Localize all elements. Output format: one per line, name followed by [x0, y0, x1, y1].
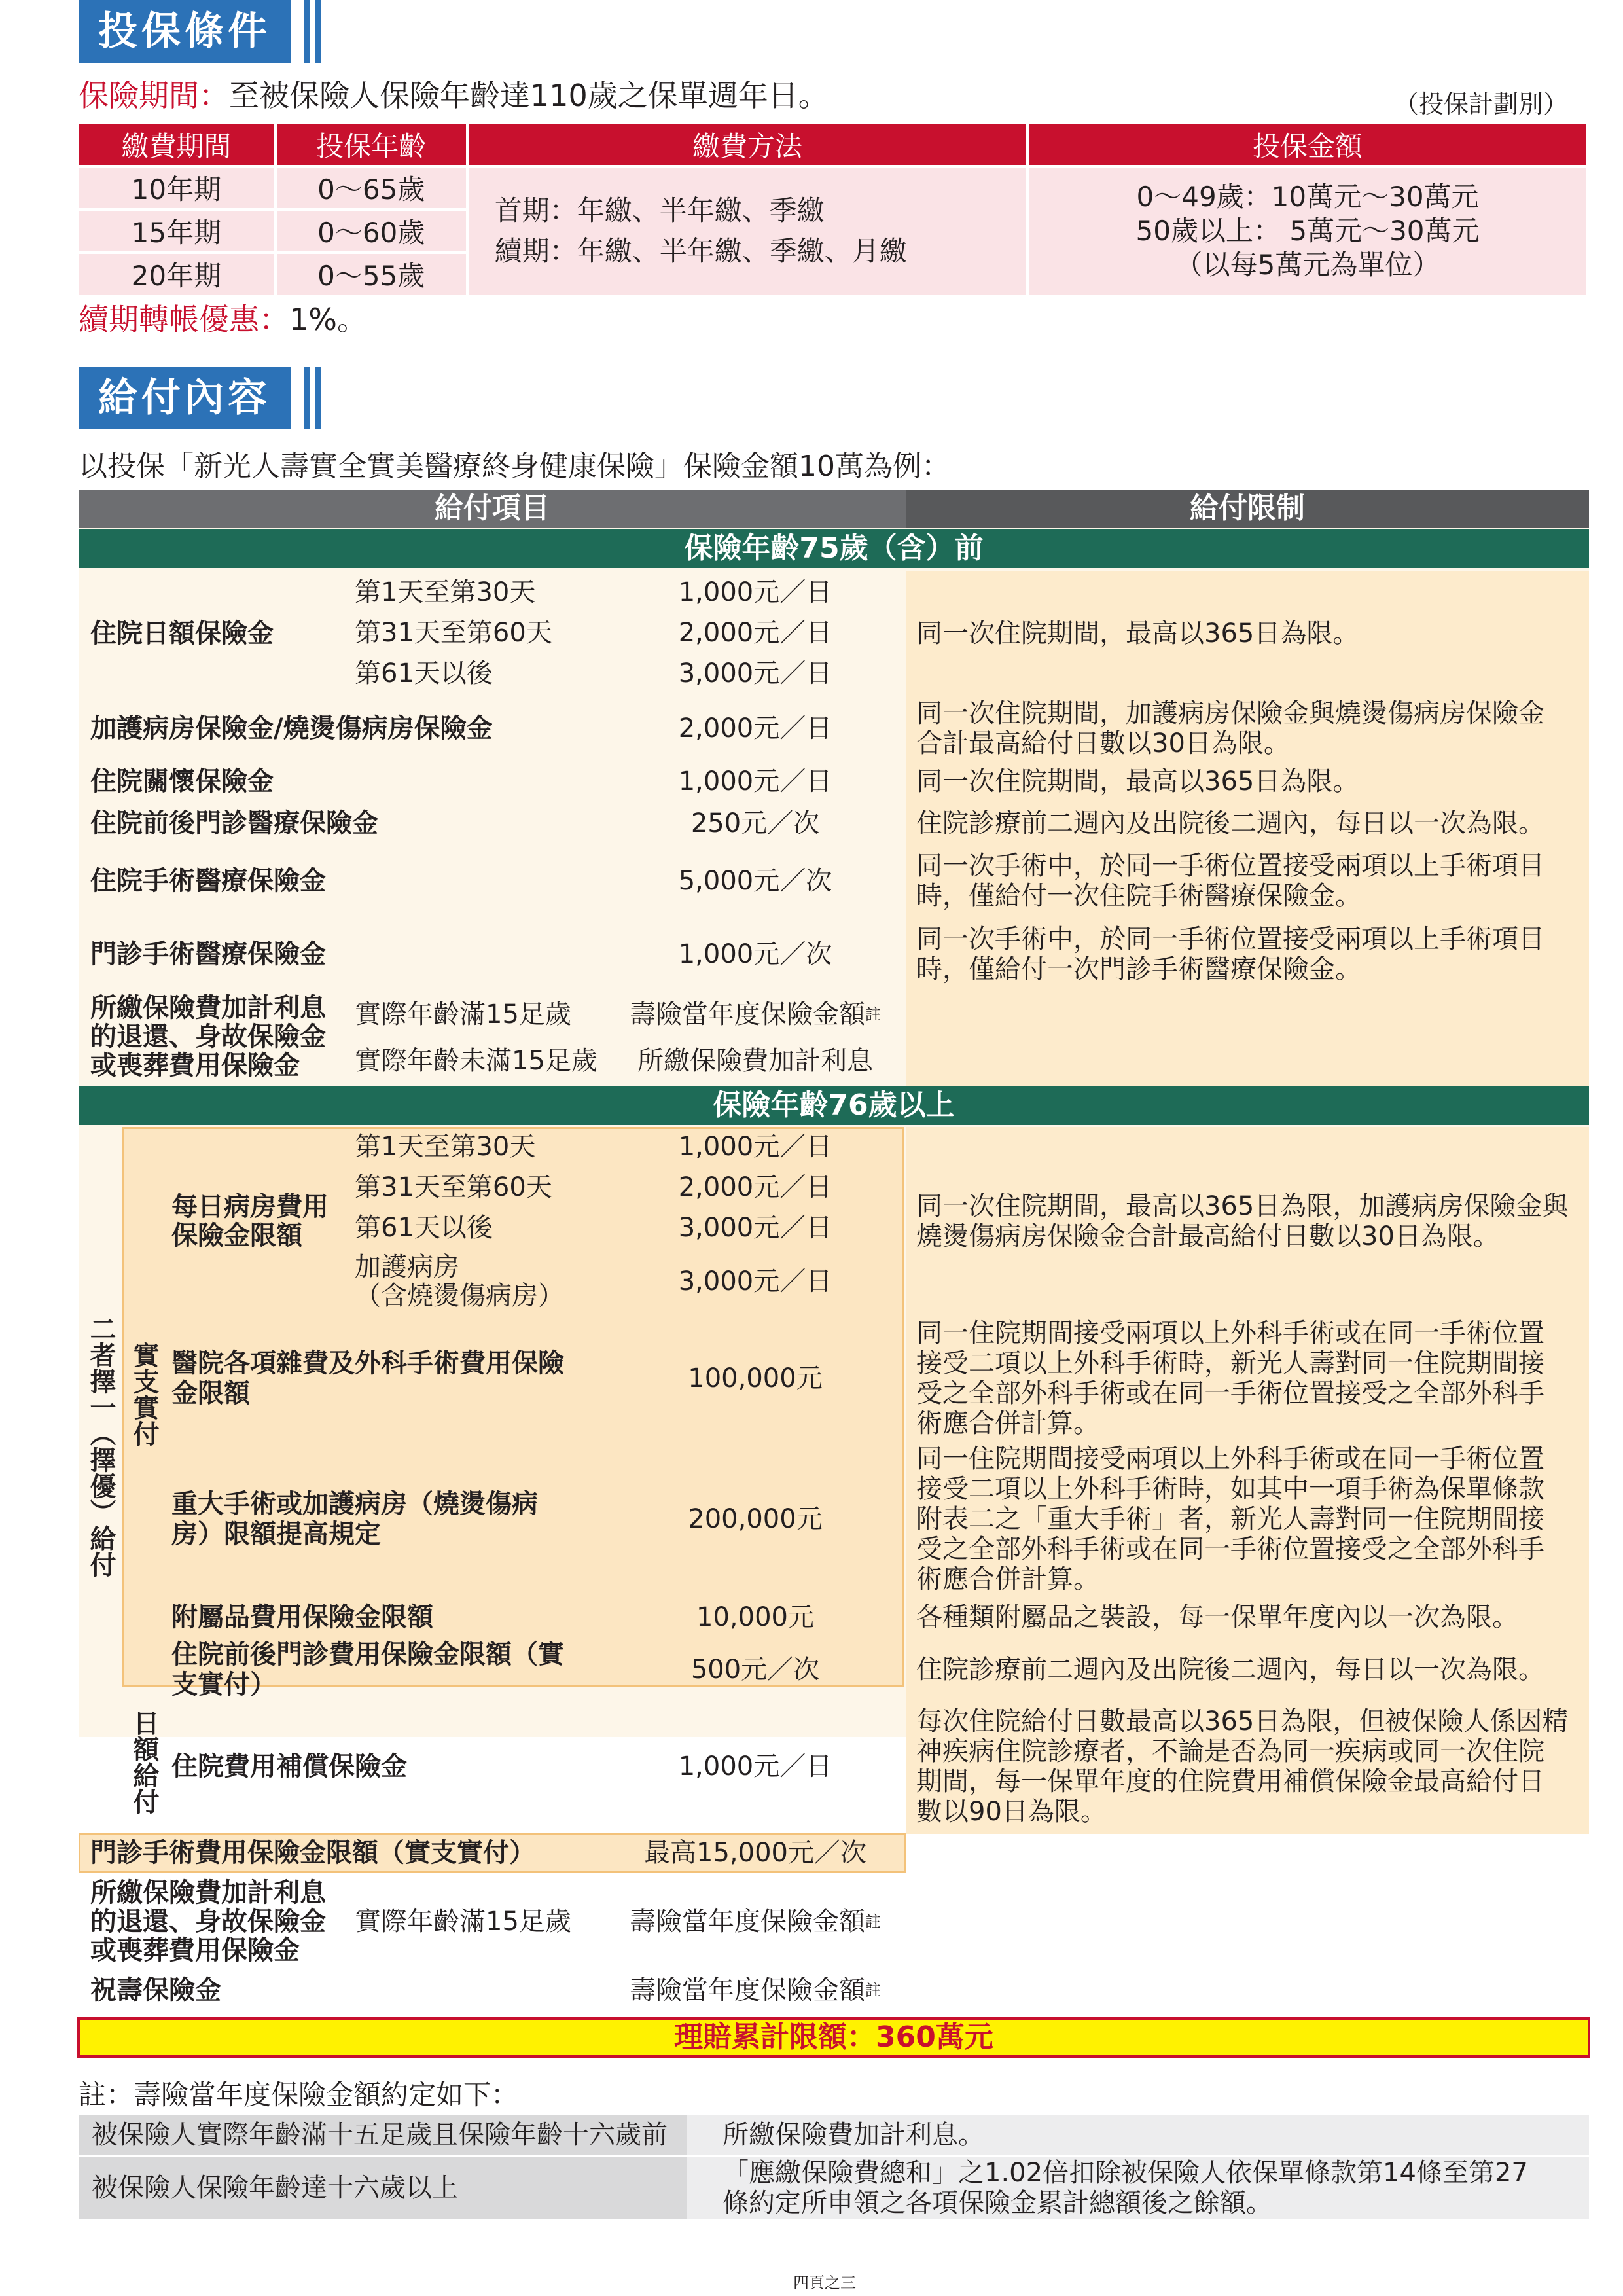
note-value: 所繳保險費加計利息。: [687, 2115, 1589, 2155]
name-line: 或喪葬費用保險金: [90, 1935, 300, 1965]
age-cell: 0～65歲: [276, 166, 467, 209]
major-benefit-name: [171, 1443, 603, 1596]
refund-benefit-name: [90, 992, 352, 1081]
limit-line: 接受二項以上外科手術時，新光人壽對同一住院期間接: [916, 1348, 1544, 1378]
name-line: 重大手術或加護病房（燒燙傷病: [171, 1489, 538, 1519]
day-range: 第61天以後: [355, 1213, 493, 1243]
period-text: 至被保險人保險年齡達110歲之保單週年日。: [229, 78, 829, 113]
day-range: 第61天以後: [355, 658, 493, 689]
limit-line: 時，僅給付一次住院手術醫療保險金。: [916, 881, 1361, 911]
outpatient-benefit-name: 住院前後門診醫療保險金: [90, 808, 378, 838]
benefit-value: 1,000元／日: [678, 577, 832, 607]
term-cell: 20年期: [77, 253, 276, 296]
title-bar: [315, 367, 321, 429]
term-cell: 15年期: [77, 209, 276, 253]
limit-line: 每次住院給付日數最高以365日為限，但被保險人係因精: [916, 1706, 1569, 1736]
accessory-benefit-name: 附屬品費用保險金限額: [171, 1602, 433, 1632]
amount-line: 0～49歲：10萬元～30萬元: [1136, 181, 1479, 213]
limit-line: 合計最高給付日數以30日為限。: [916, 728, 1290, 759]
discount-value: 1%。: [289, 302, 367, 337]
col-header-item: 給付項目: [435, 492, 550, 525]
age-condition: 實際年齡滿15足歲: [355, 999, 571, 1030]
total-claim-limit: 理賠累計限額：360萬元: [77, 2017, 1590, 2058]
name-line: 所繳保險費加計利息: [90, 993, 326, 1023]
benefit-value: 1,000元／日: [678, 1132, 832, 1162]
header-method: 繳費方法: [467, 123, 1027, 166]
col-header-limit: 給付限制: [1190, 492, 1305, 525]
note-line: 「應繳保險費總和」之1.02倍扣除被保險人依保單條款第14條至第27: [722, 2158, 1528, 2188]
age-cell: 0～55歲: [276, 253, 467, 296]
limit-line: 期間，每一保單年度的住院費用補償保險金最高給付日: [916, 1767, 1544, 1797]
page-number: 四頁之三: [793, 2274, 856, 2292]
benefit-value: 壽險當年度保險金額 註: [630, 1907, 881, 1937]
care-benefit-name: 住院關懷保險金: [90, 766, 274, 797]
name-line: 的退還、身故保險金: [90, 1907, 326, 1937]
note-condition: 被保險人保險年齡達十六歲以上: [79, 2157, 687, 2219]
insurance-period: [79, 72, 829, 115]
choose-one-label: 二者擇一（擇優）給付: [86, 1316, 116, 1577]
limit-line: 同一次手術中，於同一手術位置接受兩項以上手術項目: [916, 924, 1544, 954]
header-amount: 投保金額: [1027, 123, 1588, 166]
limit-line: 受之全部外科手術或在同一手術位置接受之全部外科手: [916, 1378, 1544, 1408]
name-line: 住院前後門診費用保險金限額（實: [171, 1640, 564, 1670]
misc-benefit-name: [171, 1317, 603, 1440]
name-line: （含燒燙傷病房）: [355, 1281, 564, 1311]
note-condition: 被保險人實際年齡滿十五足歲且保險年齡十六歲前: [79, 2115, 687, 2155]
footnote-mark: 註: [865, 1981, 881, 2000]
benefit-value: 250元／次: [690, 808, 820, 838]
surgery-benefit-name: 住院手術醫療保險金: [90, 866, 326, 896]
footnote-mark: 註: [865, 1912, 881, 1931]
benefit-limit: [916, 846, 1584, 916]
day-range: 第1天至第30天: [355, 577, 536, 607]
name-line: 金限額: [171, 1378, 250, 1408]
longevity-benefit-name: 祝壽保險金: [90, 1975, 221, 2005]
limit-line: 同一次手術中，於同一手術位置接受兩項以上手術項目: [916, 851, 1544, 881]
header-term: 繳費期間: [77, 123, 276, 166]
limit-line: 附表二之「重大手術」者，新光人壽對同一住院期間接: [916, 1504, 1544, 1534]
limit-line: 同一次住院期間，最高以365日為限，加護病房保險金與: [916, 1191, 1569, 1221]
discount-label: 續期轉帳優惠：: [79, 302, 289, 337]
benefit-limit: 同一次住院期間，最高以365日為限。: [916, 766, 1359, 797]
actual-label: 實支實付: [129, 1342, 159, 1446]
benefit-value: 5,000元／次: [678, 866, 832, 896]
section-title-conditions: 投保條件: [79, 0, 291, 63]
nursing-benefit-name: 加護病房保險金/燒燙傷病房保險金: [90, 713, 493, 744]
name-line: 支實付）: [171, 1670, 276, 1700]
name-line: 所繳保險費加計利息: [90, 1878, 326, 1908]
limit-line: 同一住院期間接受兩項以上外科手術或在同一手術位置: [916, 1318, 1544, 1348]
benefit-value: 3,000元／日: [678, 1213, 832, 1243]
benefit-limit: [916, 1443, 1584, 1596]
pay-method-cell: [467, 166, 1027, 296]
amount-line: （以每5萬元為單位）: [1175, 249, 1440, 281]
refund2-benefit-name: [90, 1876, 352, 1967]
compensation-benefit-name: 住院費用補償保險金: [171, 1751, 407, 1782]
limit-line: 同一住院期間接受兩項以上外科手術或在同一手術位置: [916, 1444, 1544, 1474]
title-bar: [315, 0, 321, 63]
benefit-value: 壽險當年度保險金額 註: [630, 999, 881, 1030]
plan-note: （投保計劃別）: [1394, 90, 1569, 118]
day-range: [355, 1249, 603, 1314]
section-title-benefits: 給付內容: [79, 367, 291, 429]
note-value: [687, 2157, 1589, 2219]
name-line: 醫院各項雜費及外科手術費用保險: [171, 1348, 564, 1378]
benefit-value: 1,000元／日: [678, 1751, 832, 1782]
benefit-value: 10,000元: [696, 1602, 814, 1632]
amount-line: 50歲以上： 5萬元～30萬元: [1135, 215, 1480, 247]
benefit-limit: 住院診療前二週內及出院後二週內，每日以一次為限。: [916, 808, 1544, 838]
daily-benefit-name: 住院日額保險金: [90, 619, 274, 649]
limit-line: 接受二項以上外科手術時，如其中一項手術為保單條款: [916, 1474, 1544, 1504]
benefit-value: 最高15,000元／次: [644, 1838, 866, 1868]
benefit-limit: 住院診療前二週內及出院後二週內，每日以一次為限。: [916, 1655, 1544, 1685]
benefit-value: 所繳保險費加計利息: [637, 1046, 873, 1076]
day-range: 第1天至第30天: [355, 1132, 536, 1162]
band-age-76: 保險年齡76歲以上: [79, 1086, 1589, 1125]
benefit-value: 3,000元／日: [678, 658, 832, 689]
daily-amount-label: 日額給付: [129, 1710, 159, 1814]
name-line: 或喪葬費用保險金: [90, 1050, 300, 1081]
benefit-value: 2,000元／日: [678, 713, 832, 744]
title-bar: [304, 367, 310, 429]
footnote-mark: 註: [865, 1005, 881, 1024]
benefit-limit: 各種類附屬品之裝設，每一保單年度內以一次為限。: [916, 1602, 1518, 1632]
benefit-value: 壽險當年度保險金額 註: [630, 1975, 881, 2005]
benefit-value: 200,000元: [688, 1504, 823, 1534]
benefit-limit: [916, 698, 1584, 759]
benefit-value: 2,000元／日: [678, 618, 832, 648]
benefit-limit: [916, 1703, 1584, 1830]
header-age: 投保年齡: [276, 123, 467, 166]
op-surgery-benefit-name: 門診手術醫療保險金: [90, 939, 326, 969]
name-line: 加護病房: [355, 1252, 459, 1282]
benefit-value: 3,000元／日: [678, 1266, 832, 1297]
age-cell: 0～60歲: [276, 209, 467, 253]
limit-line: 術應合併計算。: [916, 1564, 1099, 1594]
name-line: 的退還、身故保險金: [90, 1022, 326, 1052]
limit-line: 受之全部外科手術或在同一手術位置接受之全部外科手: [916, 1534, 1544, 1564]
benefit-value: 500元／次: [690, 1655, 820, 1685]
title-bar: [304, 0, 310, 63]
pre-post-benefit-name: [171, 1639, 603, 1700]
limit-line: 燒燙傷病房保險金合計最高給付日數以30日為限。: [916, 1221, 1499, 1251]
name-line: 房）限額提高規定: [171, 1519, 381, 1549]
band-age-75: 保險年齡75歲（含）前: [79, 529, 1589, 568]
benefit-value: 2,000元／日: [678, 1172, 832, 1202]
conditions-table: [76, 122, 1589, 297]
ward-benefit-name: [171, 1127, 355, 1316]
benefit-value: 1,000元／次: [678, 939, 832, 969]
pay-method-first: 首期：年繳、半年繳、季繳: [494, 194, 825, 226]
period-label: 保險期間：: [79, 78, 229, 113]
note-title: 註：壽險當年度保險金額約定如下：: [79, 2079, 519, 2111]
amount-cell: [1027, 166, 1588, 296]
limit-line: 數以90日為限。: [916, 1797, 1107, 1827]
benefit-limit: 同一次住院期間，最高以365日為限。: [916, 619, 1359, 649]
day-range: 第31天至第60天: [355, 1172, 552, 1202]
age-condition: 實際年齡滿15足歲: [355, 1907, 571, 1937]
limit-line: 術應合併計算。: [916, 1408, 1099, 1439]
limit-line: 時，僅給付一次門診手術醫療保險金。: [916, 954, 1361, 984]
benefit-limit: [916, 919, 1584, 990]
benefit-value: 1,000元／日: [678, 766, 832, 797]
name-line: 每日病房費用: [171, 1192, 329, 1222]
limit-line: 神疾病住院診療者，不論是否為同一疾病或同一次住院: [916, 1736, 1544, 1767]
benefit-value: 100,000元: [688, 1363, 823, 1393]
note-line: 條約定所申領之各項保險金累計總額後之餘額。: [722, 2188, 1272, 2218]
limit-line: 同一次住院期間，加護病房保險金與燒燙傷病房保險金: [916, 698, 1544, 728]
op-surgery2-benefit-name: 門診手術費用保險金限額（實支實付）: [90, 1838, 535, 1868]
benefit-limit: [916, 1317, 1584, 1440]
day-range: 第31天至第60天: [355, 618, 552, 648]
benefits-intro: 以投保「新光人壽實全實美醫療終身健康保險」保險金額10萬為例：: [79, 450, 950, 483]
renewal-discount: [79, 296, 367, 339]
benefit-limit: [916, 1127, 1584, 1316]
term-cell: 10年期: [77, 166, 276, 209]
name-line: 保險金限額: [171, 1221, 302, 1251]
pay-method-renewal: 續期：年繳、半年繳、季繳、月繳: [494, 235, 907, 267]
age-condition: 實際年齡未滿15足歲: [355, 1046, 597, 1076]
